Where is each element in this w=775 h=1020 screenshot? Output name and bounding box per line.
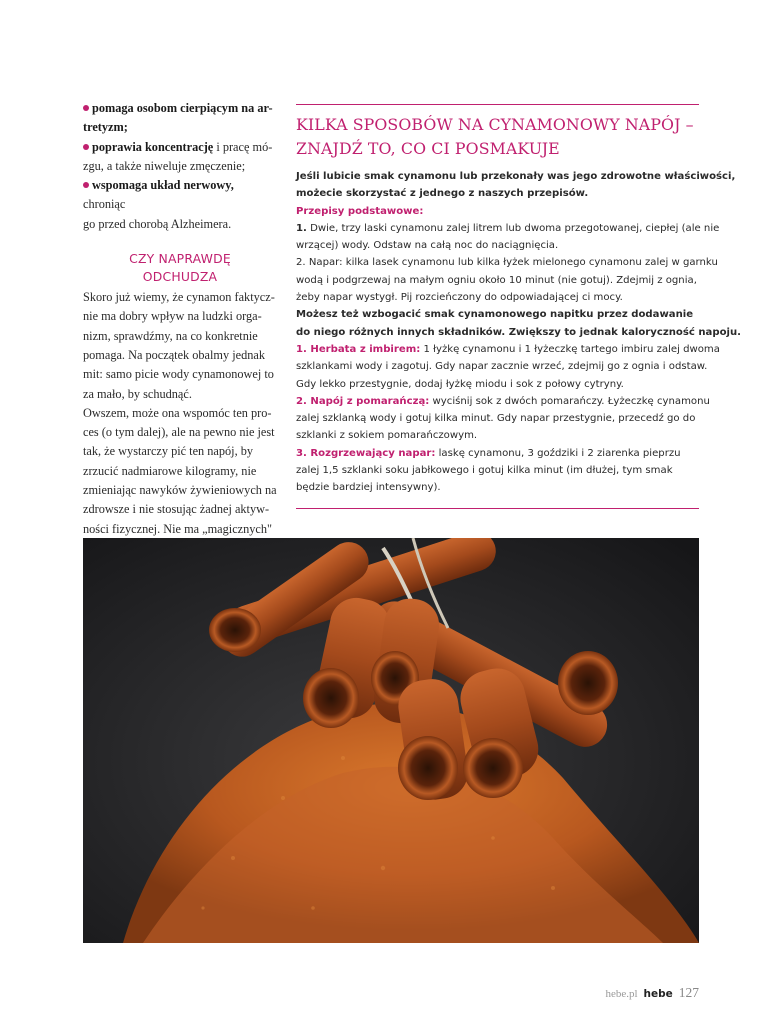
recipe-line: będzie bardziej intensywny). — [296, 482, 441, 494]
bullet-dot-icon — [83, 182, 89, 188]
recipe-label-orange: 2. Napój z pomarańczą: — [296, 395, 430, 407]
cinnamon-stick-end-icon — [463, 738, 523, 798]
paragraph-line: nizm, sprawdźmy, na co konkretnie — [83, 328, 258, 343]
recipe-label-warming: 3. Rozgrzewający napar: — [296, 447, 436, 459]
recipe-line: 2. Napój z pomarańczą: wyciśnij sok z dwóch pomarańczy. Łyżeczkę cynamonu — [296, 395, 710, 407]
recipe-line: zalej 1,5 szklanki soku jabłkowego i gotuj kilka minut (im dłużej, tym smak — [296, 465, 673, 477]
paragraph-line: pomaga. Na początek obalmy jednak — [83, 347, 265, 362]
recipe-line: wrzącej) wody. Odstaw na całą noc do naciągnięcia. — [296, 240, 559, 252]
paragraph — [83, 288, 277, 404]
paragraph-line: ces (o tym dalej), ale na pewno nie jest — [83, 425, 275, 440]
top-divider — [296, 104, 699, 105]
paragraph-line: nie ma dobry wpływ na ludzki orga- — [83, 309, 262, 324]
paragraph-line: mit: samo picie wody cynamonowej to — [83, 367, 274, 382]
footer-site: hebe.pl — [605, 988, 638, 1000]
recipe-line: 3. Rozgrzewający napar: laskę cynamonu, 3 goździki i 2 ziarenka pieprzu — [296, 447, 681, 459]
paragraph-line: Skoro już wiemy, że cynamon faktycz- — [83, 290, 275, 305]
recipe-line: wodą i podgrzewaj na małym ogniu około 10 minut (nie gotuj). Zdejmij z ognia, — [296, 274, 697, 286]
paragraph-line: ności fizycznej. Nie ma „magicznych" — [83, 521, 273, 536]
intro-line: możecie skorzystać z jednego z naszych przepisów. — [296, 188, 589, 200]
bullet-dot-icon — [83, 144, 89, 150]
bottom-divider — [296, 508, 699, 509]
enrich-line: do niego różnych innych składników. Zwiększy to jednak kaloryczność napoju. — [296, 326, 741, 338]
bullet-item — [83, 138, 277, 177]
paragraph-line: zdrowsze i nie stosując żadnej aktyw- — [83, 502, 270, 517]
section-heading — [83, 250, 277, 286]
bullet-item — [83, 176, 277, 234]
bullet-dot-icon — [83, 105, 89, 111]
footer-brand: hebe — [643, 988, 673, 1000]
bullet-continuation: zgu, a także niweluje zmęczenie; — [83, 158, 246, 173]
recipe-line: żeby napar wystygł. Pij rozcieńczony do odpowiadającej ci mocy. — [296, 292, 623, 304]
bullet-bold-text: pomaga osobom cierpiącym na ar- — [92, 101, 273, 115]
section-heading-line: CZY NAPRAWDĘ — [129, 251, 231, 267]
bullet-bold-text: poprawia koncentrację — [92, 139, 214, 154]
bullet-text: chroniąc — [83, 197, 126, 212]
paragraph — [83, 404, 277, 539]
recipe-line: zalej szklanką wody i gotuj kilka minut. Gdy napar przestygnie, przecedź go do — [296, 413, 696, 425]
title-line: ZNAJDŹ TO, CO CI POSMAKUJE — [296, 139, 560, 158]
left-column — [83, 99, 277, 539]
recipe-line: 1. Herbata z imbirem: 1 łyżkę cynamonu i 1 łyżeczkę tartego imbiru zalej dwoma — [296, 343, 720, 355]
paragraph-line: zrzucić nadmiarowe kilogramy, nie — [83, 463, 257, 478]
paragraph-line: tak, że wystarczy pić ten napój, by — [83, 444, 254, 459]
recipe-box — [296, 104, 741, 497]
cinnamon-stick-end-icon — [558, 651, 618, 715]
cinnamon-stick-end-icon — [303, 668, 359, 728]
recipe-line: szklanki z sokiem pomarańczowym. — [296, 430, 478, 442]
page-number: 127 — [678, 985, 699, 1000]
paragraph-line: Owszem, może ona wspomóc ten pro- — [83, 405, 272, 420]
section-heading-line: ODCHUDZA — [142, 269, 218, 285]
enrich-line: Możesz też wzbogacić smak cynamonowego napitku przez dodawanie — [296, 309, 694, 321]
recipe-line: 2. Napar: kilka lasek cynamonu lub kilka łyżek mielonego cynamonu zalej w garnku — [296, 257, 718, 269]
cinnamon-illustration — [83, 538, 699, 943]
recipe-line: Gdy lekko przestygnie, dodaj łyżkę miodu i sok z połowy cytryny. — [296, 378, 624, 390]
recipe-box-title — [296, 113, 699, 161]
intro-line: Jeśli lubicie smak cynamonu lub przekonały was jego zdrowotne właściwości, — [296, 171, 736, 182]
paragraph-line: za mało, by schudnąć. — [83, 386, 192, 401]
basic-recipes-label: Przepisy podstawowe: — [296, 205, 424, 217]
cinnamon-stick-end-icon — [398, 736, 458, 800]
bullet-item — [83, 99, 277, 138]
title-line: KILKA SPOSOBÓW NA CYNAMONOWY NAPÓJ – — [296, 115, 694, 134]
cinnamon-stick-end-icon — [209, 608, 261, 652]
bullet-continuation: go przed chorobą Alzheimera. — [83, 216, 232, 231]
bullet-continuation: tretyzm; — [83, 120, 128, 135]
page-footer — [605, 985, 699, 1001]
recipe-box-body — [296, 168, 741, 497]
recipe-line: 1. Dwie, trzy laski cynamonu zalej litrem lub dwoma przegotowanej, ciepłej (ale nie — [296, 222, 720, 234]
cinnamon-photo — [83, 538, 699, 943]
recipe-line: szklankami wody i zagotuj. Gdy napar zacznie wrzeć, zdejmij go z ognia i odstaw. — [296, 361, 708, 373]
recipe-label-ginger: 1. Herbata z imbirem: — [296, 343, 421, 355]
bullet-bold-text: wspomaga układ nerwowy, — [92, 178, 234, 193]
paragraph-line: zmieniając nawyków żywieniowych na — [83, 483, 277, 498]
bullet-text: i pracę mó- — [213, 139, 273, 154]
